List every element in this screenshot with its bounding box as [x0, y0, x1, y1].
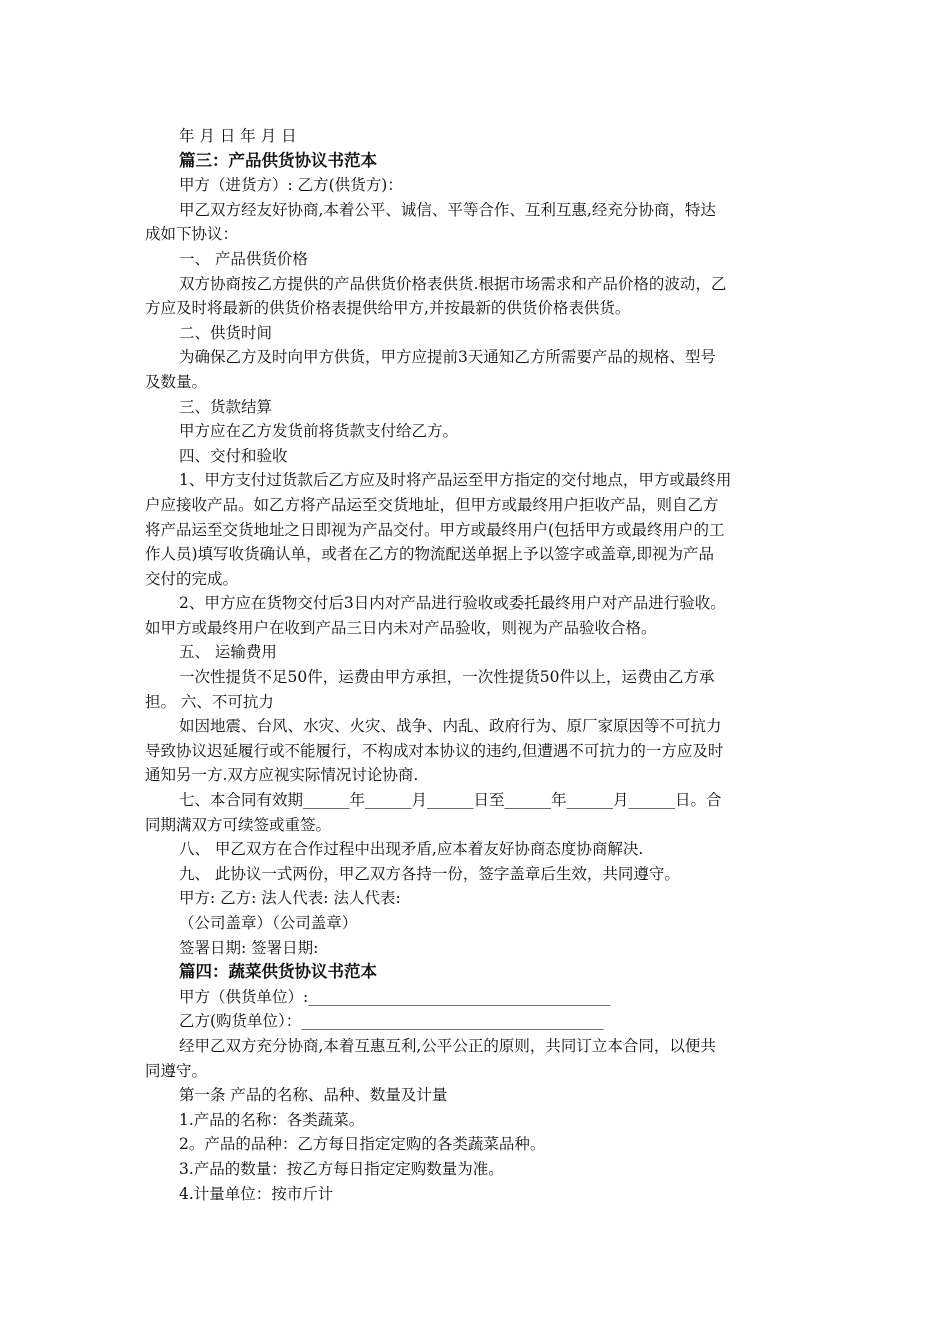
text-line: 如因地震、台风、水灾、火灾、战争、内乱、政府行为、原厂家原因等不可抗力	[179, 717, 722, 736]
text-line: 4.计量单位：按市斤计	[179, 1184, 334, 1203]
text-line: 四、交付和验收	[179, 446, 288, 465]
text-line: 第一条 产品的名称、品种、数量及计量	[179, 1086, 448, 1105]
text-line: 1、甲方支付过货款后乙方应及时将产品运至甲方指定的交付地点，甲方或最终用	[179, 471, 732, 490]
text-line: 将产品运至交货地址之日即视为产品交付。甲方或最终用户(包括甲方或最终用户的工	[145, 520, 725, 539]
text-line: 甲方: 乙方: 法人代表: 法人代表:	[179, 889, 401, 908]
text-line: 一、 产品供货价格	[179, 249, 308, 268]
text-line: 年 月 日 年 月 日	[179, 127, 297, 145]
text-line: 导致协议迟延履行或不能履行，不构成对本协议的违约,但遭遇不可抗力的一方应及时	[145, 741, 724, 760]
text-line: 如甲方或最终用户在收到产品三日内未对产品验收，则视为产品验收合格。	[145, 618, 657, 637]
text-line: 甲乙双方经友好协商,本着公平、诚信、平等合作、互利互惠,经充分协商，特达	[179, 200, 716, 219]
text-line: 成如下协议：	[145, 225, 239, 244]
text-line: 八、 甲乙双方在合作过程中出现矛盾,应本着友好协商态度协商解决.	[179, 840, 644, 859]
text-line: 双方协商按乙方提供的产品供货价格表供货.根据市场需求和产品价格的波动，乙	[179, 274, 727, 293]
text-line: 交付的完成。	[145, 569, 239, 588]
text-line: 作人员)填写收货确认单，或者在乙方的物流配送单据上予以签字或盖章,即视为产品	[145, 545, 714, 564]
text-line: 七、本合同有效期______年______月______日至______年______月______日。合	[179, 791, 722, 810]
text-line: 3.产品的数量：按乙方每日指定定购数量为准。	[179, 1159, 504, 1178]
text-line: 三、货款结算	[179, 397, 273, 416]
text-line: 经甲乙双方充分协商,本着互惠互利,公平公正的原则，共同订立本合同，以便共	[179, 1036, 716, 1055]
text-line: 甲方（供货单位）:_______________________________________	[179, 987, 611, 1006]
text-line: 方应及时将最新的供货价格表提供给甲方,并按最新的供货价格表供货。	[145, 299, 631, 318]
section-heading: 篇四：蔬菜供货协议书范本	[179, 962, 377, 982]
text-line: 二、供货时间	[179, 323, 273, 342]
text-line: 甲方应在乙方发货前将货款支付给乙方。	[179, 422, 459, 441]
text-line: 2、甲方应在货物交付后3日内对产品进行验收或委托最终用户对产品进行验收。	[179, 594, 726, 613]
text-line: 一次性提货不足50件，运费由甲方承担，一次性提货50件以上，运费由乙方承	[179, 668, 715, 687]
text-line: 同遵守。	[145, 1061, 208, 1080]
text-line: 担。 六、不可抗力	[145, 692, 274, 711]
text-line: 1.产品的名称：各类蔬菜。	[179, 1110, 365, 1129]
text-line: 通知另一方.双方应视实际情况讨论协商.	[145, 766, 419, 785]
text-line: 及数量。	[145, 372, 208, 391]
section-heading: 篇三：产品供货协议书范本	[179, 150, 377, 170]
text-line: 2。产品的品种：乙方每日指定定购的各类蔬菜品种。	[179, 1135, 546, 1154]
text-line: 为确保乙方及时向甲方供货，甲方应提前3天通知乙方所需要产品的规格、型号	[179, 348, 716, 367]
text-line: 甲方（进货方）: 乙方(供货方)：	[179, 176, 403, 195]
text-line: 乙方(购货单位）：_______________________________________	[179, 1012, 604, 1031]
text-line: 同期满双方可续签或重签。	[145, 815, 332, 834]
text-line: 户应接收产品。如乙方将产品运至交货地址，但甲方或最终用户拒收产品，则自乙方	[145, 495, 719, 514]
text-line: 签署日期: 签署日期:	[179, 938, 319, 957]
text-line: 九、 此协议一式两份，甲乙双方各持一份，签字盖章后生效，共同遵守。	[179, 864, 680, 883]
text-line: 五、 运输费用	[179, 643, 277, 662]
text-line: （公司盖章）（公司盖章）	[179, 914, 358, 932]
document-page	[145, 124, 805, 1206]
